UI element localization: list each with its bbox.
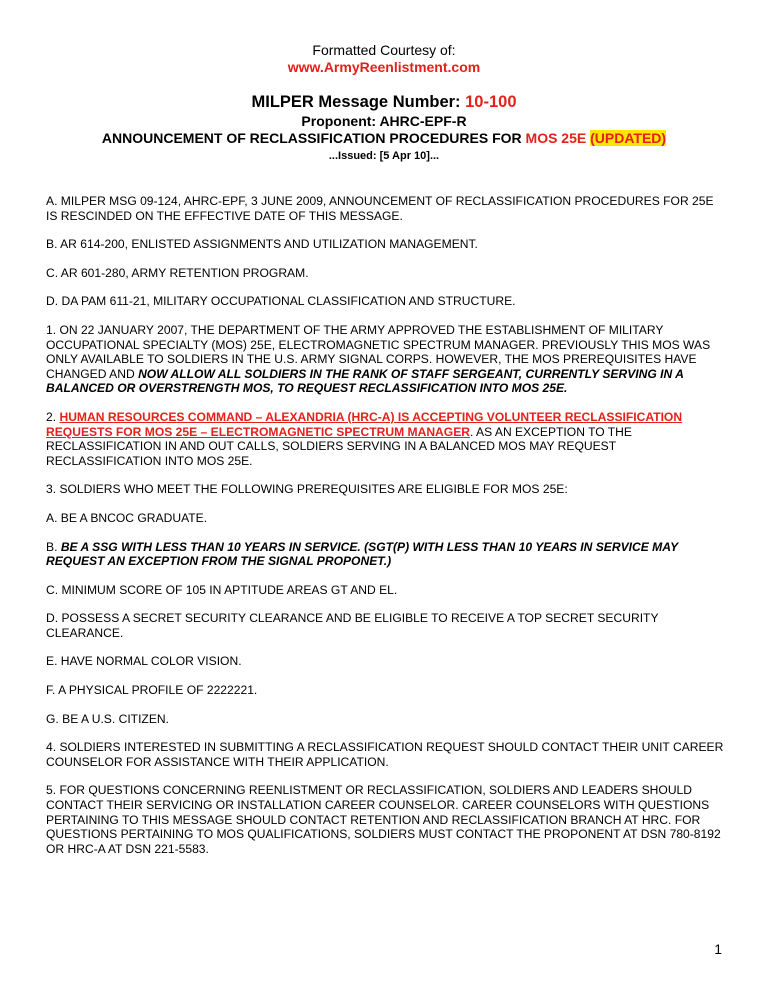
prerequisite-a: A. BE A BNCOC GRADUATE. bbox=[46, 510, 208, 525]
announcement-mos: MOS 25E bbox=[525, 130, 587, 146]
prerequisite-d: D. POSSESS A SECRET SECURITY CLEARANCE AND BE ELIGIBLE TO RECEIVE A TOP SECRET SECURITY CLEARANCE. bbox=[46, 611, 659, 640]
reference-a: A. MILPER MSG 09-124, AHRC-EPF, 3 JUNE 2009, ANNOUNCEMENT OF RECLASSIFICATION PROCEDURES FOR 25E IS RESCINDED ON THE EFFECTIVE DATE OF THIS MESSAGE. bbox=[46, 194, 714, 223]
announcement-prefix: ANNOUNCEMENT OF RECLASSIFICATION PROCEDURES FOR bbox=[101, 130, 522, 146]
page-number: 1 bbox=[714, 941, 722, 957]
paragraph-1 bbox=[46, 323, 726, 396]
proponent-line: Proponent: AHRC-EPF-R bbox=[301, 113, 467, 129]
prerequisite-c: C. MINIMUM SCORE OF 105 IN APTITUDE AREAS GT AND EL. bbox=[46, 582, 398, 597]
prerequisite-b-letter: B. bbox=[46, 539, 58, 554]
courtesy-line: Formatted Courtesy of: bbox=[312, 42, 456, 58]
paragraph-3: 3. SOLDIERS WHO MEET THE FOLLOWING PREREQUISITES ARE ELIGIBLE FOR MOS 25E: bbox=[46, 482, 568, 497]
prerequisite-b-text: BE A SSG WITH LESS THAN 10 YEARS IN SERVICE. (SGT(P) WITH LESS THAN 10 YEARS IN SERVICE MAY REQUEST AN EXCEPTION FROM THE SIGNAL PROPONET.) bbox=[46, 539, 678, 569]
paragraph-2-highlight: HUMAN RESOURCES COMMAND – ALEXANDRIA (HRC-A) IS ACCEPTING VOLUNTEER RECLASSIFICATION REQUESTS FOR MOS 25E – ELECTROMAGNETIC SPECTRUM MANAGER bbox=[46, 409, 683, 439]
prerequisite-b bbox=[46, 540, 726, 569]
paragraph-2 bbox=[46, 410, 726, 468]
site-link[interactable]: www.ArmyReenlistment.com bbox=[287, 59, 481, 75]
message-number-label: MILPER Message Number: bbox=[251, 93, 461, 111]
reference-b: B. AR 614-200, ENLISTED ASSIGNMENTS AND UTILIZATION MANAGEMENT. bbox=[46, 237, 478, 252]
paragraph-1-text: 1. ON 22 JANUARY 2007, THE DEPARTMENT OF THE ARMY APPROVED THE ESTABLISHMENT OF MILITARY OCCUPATIONAL SPECIALTY (MOS) 25E, ELECTROMAGNETIC SPECTRUM MANAGER. PREVIOUSLY THIS MOS WAS ONLY AVAILABLE TO SOLDIERS IN THE U.S. ARMY SIGNAL CORPS. HOWEVER, THE MOS PREREQUISITES HAVE CHANGED AND bbox=[46, 322, 711, 381]
paragraph-5: 5. FOR QUESTIONS CONCERNING REENLISTMENT OR RECLASSIFICATION, SOLDIERS AND LEADERS SHOULD CONTACT THEIR SERVICING OR INSTALLATION CAREER COUNSELOR. CAREER COUNSELORS WITH QUESTIONS PERTAINING TO THIS MESSAGE SHOULD CONTACT RETENTION AND RECLASSIFICATION BRANCH AT HRC. FOR QUESTIONS PERTAINING TO MOS QUALIFICATIONS, SOLDIERS MUST CONTACT THE PROPONENT AT DSN 780-8192 OR HRC-A AT DSN 221-5583. bbox=[46, 783, 721, 856]
message-body bbox=[46, 194, 726, 870]
prerequisite-f: F. A PHYSICAL PROFILE OF 2222221. bbox=[46, 683, 258, 698]
paragraph-1-emphasis: NOW ALLOW ALL SOLDIERS IN THE RANK OF STAFF SERGEANT, CURRENTLY SERVING IN A BALANCED OR OVERSTRENGTH MOS, TO REQUEST RECLASSIFICATION INTO MOS 25E. bbox=[46, 366, 684, 396]
prerequisite-e: E. HAVE NORMAL COLOR VISION. bbox=[46, 654, 242, 669]
message-number-line bbox=[0, 92, 768, 112]
message-number: 10-100 bbox=[465, 93, 517, 111]
reference-d: D. DA PAM 611-21, MILITARY OCCUPATIONAL CLASSIFICATION AND STRUCTURE. bbox=[46, 294, 516, 309]
reference-c: C. AR 601-280, ARMY RETENTION PROGRAM. bbox=[46, 265, 309, 280]
paragraph-4: 4. SOLDIERS INTERESTED IN SUBMITTING A RECLASSIFICATION REQUEST SHOULD CONTACT THEIR UNIT CAREER COUNSELOR FOR ASSISTANCE WITH THEIR APPLICATION. bbox=[46, 740, 724, 769]
prerequisite-g: G. BE A U.S. CITIZEN. bbox=[46, 711, 169, 726]
document-header bbox=[0, 42, 768, 163]
paragraph-2-number: 2. bbox=[46, 409, 57, 424]
issued-date: ...Issued: [5 Apr 10]... bbox=[328, 150, 440, 162]
announcement-title bbox=[0, 130, 768, 147]
updated-highlight: (UPDATED) bbox=[590, 130, 667, 146]
paragraph-2-text: . AS AN EXCEPTION TO THE RECLASSIFICATION IN AND OUT CALLS, SOLDIERS SERVING IN A BALANCED MOS MAY REQUEST RECLASSIFICATION INTO MOS 25E. bbox=[46, 424, 632, 468]
